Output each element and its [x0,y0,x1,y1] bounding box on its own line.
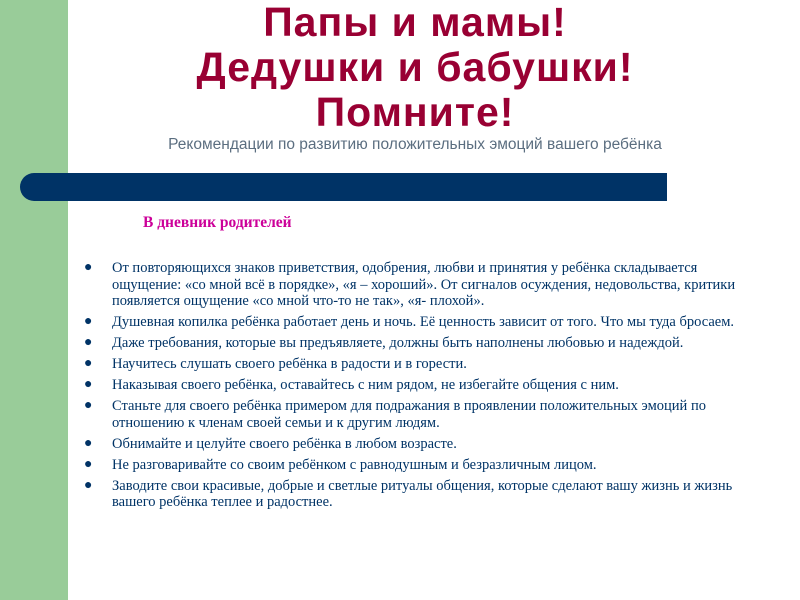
list-item [80,356,750,373]
list-item-text: Заводите свои красивые, добрые и светлые ритуалы общения, которые сделают вашу жизнь и жизнь вашего ребёнка теплее и радостнее. [112,477,733,510]
bullet-icon: ● [84,456,93,472]
title-line-3: Помните! [315,89,515,135]
divider-bar [20,173,667,201]
list-item [80,478,750,511]
slide-title [90,0,740,135]
list-item [80,398,750,431]
slide-subtitle: Рекомендации по развитию положительных эмоций вашего ребёнка [168,136,662,153]
section-heading: В дневник родителей [143,214,292,231]
list-item [80,436,750,453]
bullet-icon: ● [84,477,93,493]
bullet-icon: ● [84,435,93,451]
list-item-text: Даже требования, которые вы предъявляете, должны быть наполнены любовью и надеждой. [112,335,684,351]
bullet-icon: ● [84,335,93,350]
list-item-text: Наказывая своего ребёнка, оставайтесь с ним рядом, не избегайте общения с ним. [112,377,619,393]
bullet-icon: ● [84,356,93,371]
bullet-icon: ● [84,260,93,275]
list-item [80,260,750,310]
bullet-icon: ● [84,377,93,392]
list-item [80,377,750,394]
bullet-icon: ● [84,314,93,329]
list-item [80,335,750,352]
recommendations-list [80,260,750,515]
title-line-1: Папы и мамы! [263,0,567,45]
list-item-text: От повторяющихся знаков приветствия, одобрения, любви и принятия у ребёнка складывается ощущение: «со мной всё в порядке», «я – хороший». От сигналов осуждения, недовольства, критики появляется ощущение «со мной что-то не так», «я- плохой». [112,260,736,309]
list-item-text: Душевная копилка ребёнка работает день и ночь. Её ценность зависит от того. Что мы туда бросаем. [112,314,734,330]
bullet-icon: ● [84,398,93,413]
list-item [80,457,750,474]
list-item [80,314,750,331]
list-item-text: Станьте для своего ребёнка примером для подражания в проявлении положительных эмоций по отношению к членам своей семьи и к другим людям. [112,398,706,431]
list-item-text: Научитесь слушать своего ребёнка в радости и в горести. [112,356,467,372]
list-item-text: Не разговаривайте со своим ребёнком с равнодушным и безразличным лицом. [112,456,597,473]
list-item-text: Обнимайте и целуйте своего ребёнка в любом возрасте. [112,435,457,452]
title-line-2: Дедушки и бабушки! [196,44,634,90]
